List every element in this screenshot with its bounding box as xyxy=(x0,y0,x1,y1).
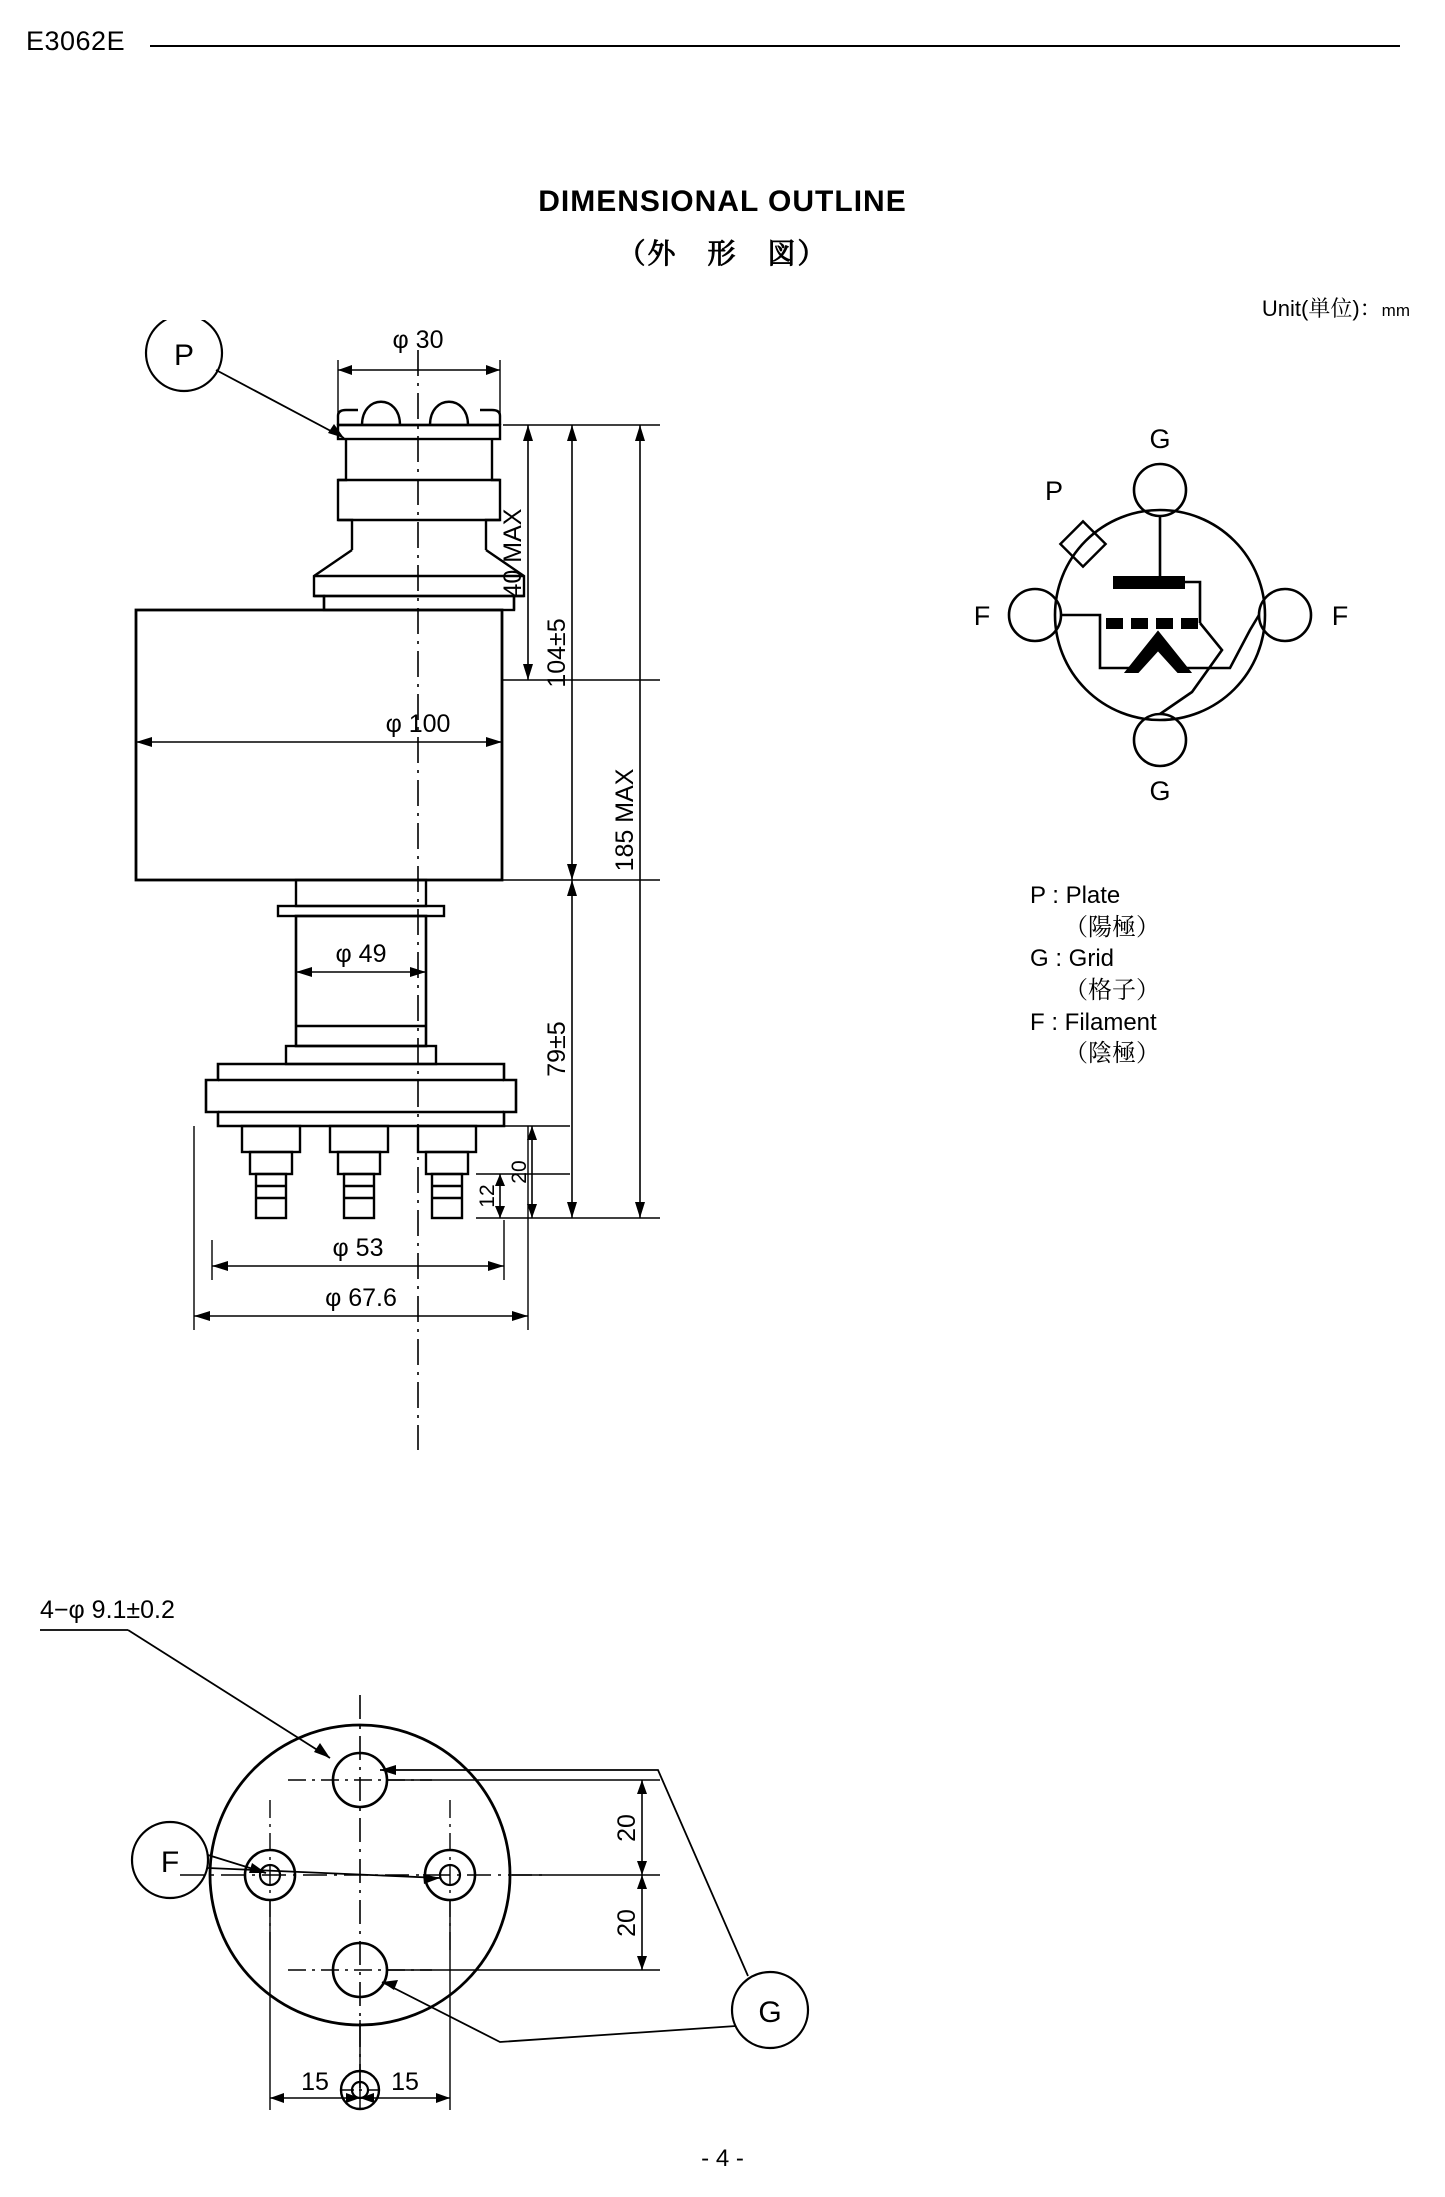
dim-height-lower: 79±5 xyxy=(543,1021,571,1077)
main-outline-drawing xyxy=(100,320,980,1620)
dim-mid-diameter: φ 49 xyxy=(335,940,387,968)
legend-item-plate: P : Plate xyxy=(1030,882,1121,909)
balloon-g-label: G xyxy=(758,1996,782,2029)
dim-vertical-lower: 20 xyxy=(613,1909,641,1937)
legend-item-grid: G : Grid xyxy=(1030,945,1115,973)
base-connection-diagram xyxy=(930,410,1400,830)
legend-item-plate-jp: （陽極） xyxy=(1064,913,1160,941)
page-number: - 4 - xyxy=(701,2145,744,2172)
electrode-filament-left-label: F xyxy=(973,601,991,631)
dim-base-diameter: φ 67.6 xyxy=(325,1284,397,1312)
dim-vertical-upper: 20 xyxy=(613,1814,641,1842)
unit-note xyxy=(1262,292,1410,323)
bottom-view-drawing xyxy=(30,1590,970,2150)
dim-height-top: 40 MAX xyxy=(499,508,527,598)
dim-horizontal-right: 15 xyxy=(391,2068,419,2096)
legend xyxy=(1030,880,1160,1070)
balloon-p-label: P xyxy=(173,339,195,372)
legend-item-grid-jp: （格子） xyxy=(1064,977,1160,1005)
page-title-japanese: （外 形 図） xyxy=(617,238,828,269)
unit-note-value: mm xyxy=(1381,301,1410,320)
dim-pin-length: 20 xyxy=(508,1160,531,1184)
unit-note-label: Unit(単位)： xyxy=(1261,296,1382,321)
dim-height-total: 185 MAX xyxy=(611,768,639,872)
page-title-english: DIMENSIONAL OUTLINE xyxy=(538,185,907,218)
electrode-plate-label: P xyxy=(1044,476,1064,506)
document-code: E3062E xyxy=(26,26,126,56)
dim-height-body: 104±5 xyxy=(543,618,571,688)
legend-item-filament-jp: （陰極） xyxy=(1064,1040,1160,1068)
electrode-grid-top-label: G xyxy=(1149,424,1171,454)
electrode-grid-bottom-label: G xyxy=(1149,776,1171,806)
legend-item-filament: F : Filament xyxy=(1030,1008,1157,1036)
electrode-filament-right-label: F xyxy=(1331,601,1349,631)
dim-body-diameter: φ 100 xyxy=(385,710,451,738)
header-rule xyxy=(150,45,1400,47)
balloon-f-label: F xyxy=(160,1846,180,1879)
dim-horizontal-left: 15 xyxy=(301,2068,329,2096)
dim-top-diameter: φ 30 xyxy=(392,326,444,354)
hole-note: 4−φ 9.1±0.2 xyxy=(40,1596,175,1624)
dim-pin-thread: 12 xyxy=(476,1184,499,1208)
dim-pin-circle: φ 53 xyxy=(332,1234,384,1262)
